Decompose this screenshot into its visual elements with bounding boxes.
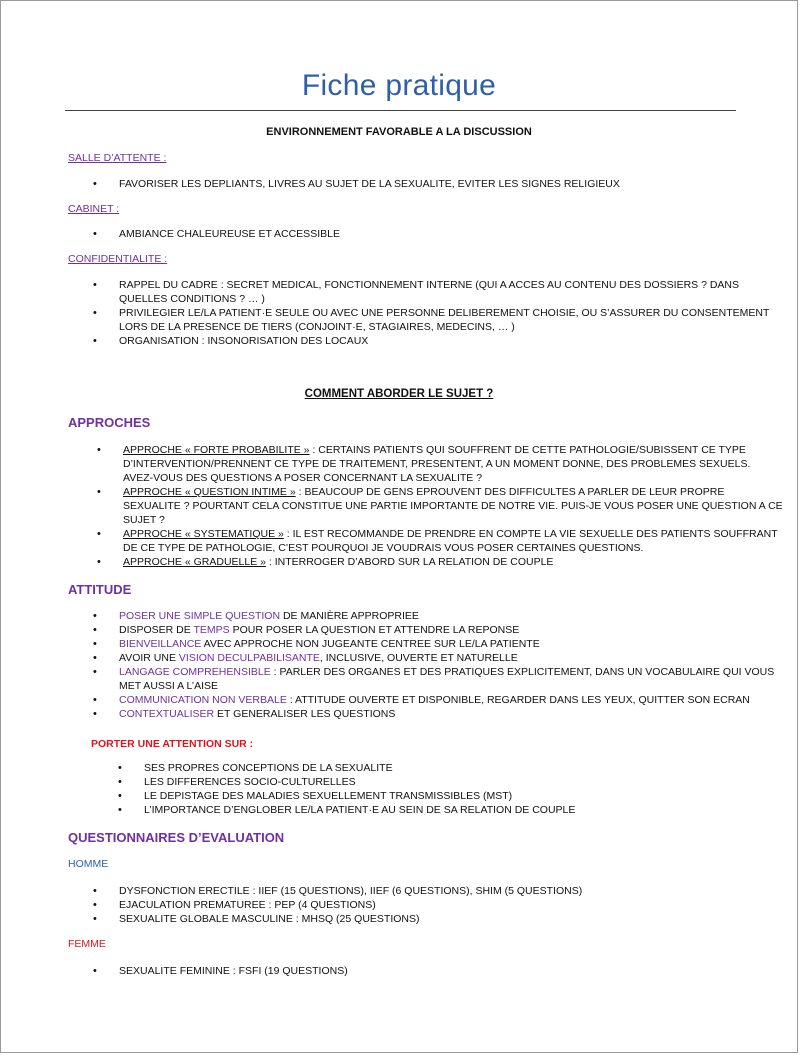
list-item: • SES PROPRES CONCEPTIONS DE LA SEXUALITE	[144, 761, 575, 775]
label-porter-attention: PORTER UNE ATTENTION SUR :	[91, 738, 254, 750]
title-divider	[65, 110, 736, 111]
list-item: • APPROCHE « GRADUELLE » : INTERROGER D’ABORD SUR LA RELATION DE COUPLE	[123, 555, 783, 569]
list-item: • PRIVILEGIER LE/LA PATIENT·E SEULE OU AVEC UNE PERSONNE DELIBEREMENT CHOISIE, OU S’ASSURER DU CONSENTEMENT LORS DE LA PRESENCE DE TIERS (CONJOINT·E, STAGIAIRES, MEDECINS, … )	[119, 306, 769, 334]
list-item: • APPROCHE « SYSTEMATIQUE » : IL EST RECOMMANDE DE PRENDRE EN COMPTE LA VIE SEXUELLE DES PATIENTS SOUFFRANT DE CE TYPE DE PATHOLOGIE, C’EST POURQUOI JE VOUDRAIS VOUS POSER CERTAINES QUESTIONS.	[123, 527, 783, 555]
list-item: • POSER UNE SIMPLE QUESTION DE MANIÈRE APPROPRIEE	[119, 609, 774, 623]
label-homme: HOMME	[68, 858, 109, 870]
subsection-title-attitude: ATTITUDE	[68, 582, 132, 597]
list-approches	[123, 443, 783, 569]
section-heading-environnement: ENVIRONNEMENT FAVORABLE A LA DISCUSSION	[266, 126, 532, 138]
list-item: • DISPOSER DE TEMPS POUR POSER LA QUESTION ET ATTENDRE LA REPONSE	[119, 623, 774, 637]
list-item: • APPROCHE « FORTE PROBABILITE » : CERTAINS PATIENTS QUI SOUFFRENT DE CETTE PATHOLOGIE/SUBISSENT CE TYPE D’INTERVENTION/PRENNENT CE TYPE DE TRAITEMENT, PRESENTENT, A UN MOMENT DONNE, DES PROBLEMES SEXUELS. AVEZ-VOUS DES QUESTIONS A POSER CONCERNANT LA SEXUALITE ?	[123, 443, 783, 485]
list-confidentialite	[119, 278, 769, 348]
list-item: • SEXUALITE GLOBALE MASCULINE : MHSQ (25 QUESTIONS)	[119, 912, 582, 926]
list-item: • DYSFONCTION ERECTILE : IIEF (15 QUESTIONS), IIEF (6 QUESTIONS), SHIM (5 QUESTIONS)	[119, 884, 582, 898]
list-item: • EJACULATION PREMATUREE : PEP (4 QUESTIONS)	[119, 898, 582, 912]
list-item: • SEXUALITE FEMININE : FSFI (19 QUESTIONS)	[119, 964, 348, 978]
list-item: • APPROCHE « QUESTION INTIME » : BEAUCOUP DE GENS EPROUVENT DES DIFFICULTES A PARLER DE LEUR PROPRE SEXUALITE ? POURTANT CELA CONSTITUE UNE PARTIE IMPORTANTE DE NOTRE VIE. PUIS-JE VOUS POSER UNE QUESTION A CE SUJET ?	[123, 485, 783, 527]
list-item: • AMBIANCE CHALEUREUSE ET ACCESSIBLE	[119, 227, 340, 241]
section-heading-comment-aborder: COMMENT ABORDER LE SUJET ?	[304, 388, 494, 400]
label-confidentialite: CONFIDENTIALITE :	[68, 253, 168, 265]
list-item: • BIENVEILLANCE AVEC APPROCHE NON JUGEANTE CENTREE SUR LE/LA PATIENTE	[119, 637, 774, 651]
list-item: • L’IMPORTANCE D’ENGLOBER LE/LA PATIENT·E AU SEIN DE SA RELATION DE COUPLE	[144, 803, 575, 817]
list-item: • AVOIR UNE VISION DECULPABILISANTE, INCLUSIVE, OUVERTE ET NATURELLE	[119, 651, 774, 665]
list-item: • LES DIFFERENCES SOCIO-CULTURELLES	[144, 775, 575, 789]
subsection-title-approches: APPROCHES	[68, 415, 151, 430]
page-title: Fiche pratique	[301, 69, 497, 102]
list-item: • ORGANISATION : INSONORISATION DES LOCAUX	[119, 334, 769, 348]
list-item: • COMMUNICATION NON VERBALE : ATTITUDE OUVERTE ET DISPONIBLE, REGARDER DANS LES YEUX, QUITTER SON ECRAN	[119, 693, 774, 707]
label-femme: FEMME	[68, 938, 106, 950]
list-item: • CONTEXTUALISER ET GENERALISER LES QUESTIONS	[119, 707, 774, 721]
list-homme	[119, 884, 582, 926]
list-item: • FAVORISER LES DEPLIANTS, LIVRES AU SUJET DE LA SEXUALITE, EVITER LES SIGNES RELIGIEUX	[119, 177, 620, 191]
list-item: • LE DEPISTAGE DES MALADIES SEXUELLEMENT TRANSMISSIBLES (MST)	[144, 789, 575, 803]
label-cabinet: CABINET :	[68, 203, 120, 215]
list-item: • LANGAGE COMPREHENSIBLE : PARLER DES ORGANES ET DES PRATIQUES EXPLICITEMENT, DANS UN VOCABULAIRE QUI VOUS MET AUSSI A L’AISE	[119, 665, 774, 693]
list-attention	[144, 761, 575, 817]
list-salle-attente	[119, 177, 620, 191]
subsection-title-questionnaires: QUESTIONNAIRES D’EVALUATION	[68, 830, 285, 845]
list-item: • RAPPEL DU CADRE : SECRET MEDICAL, FONCTIONNEMENT INTERNE (QUI A ACCES AU CONTENU DES DOSSIERS ? DANS QUELLES CONDITIONS ? … )	[119, 278, 769, 306]
list-femme	[119, 964, 348, 978]
list-attitude	[119, 609, 774, 721]
list-cabinet	[119, 227, 340, 241]
label-salle-attente: SALLE D’ATTENTE :	[68, 152, 167, 164]
